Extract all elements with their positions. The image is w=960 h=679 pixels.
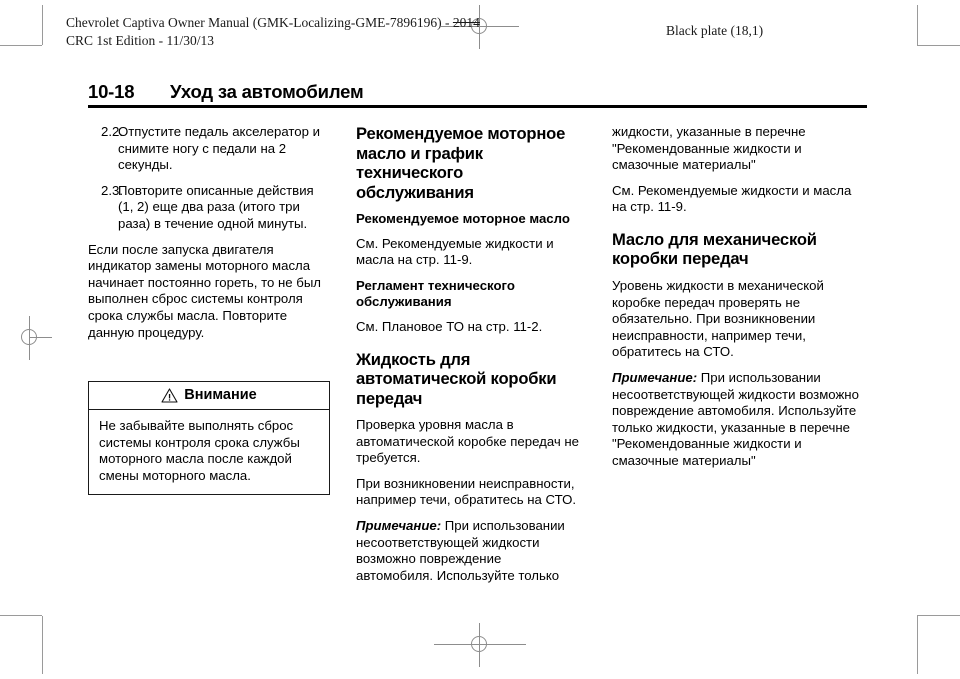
- running-header-line-1: [66, 14, 480, 32]
- title-rule: [88, 105, 867, 108]
- note-label: Примечание:: [612, 369, 698, 385]
- document-running-header: [66, 14, 480, 50]
- warning-body: Не забывайте выполнять сброс системы контроля срока службы моторного масла после каждой смены моторного масла.: [99, 418, 300, 483]
- crop-mark-top-right-horizontal: [917, 45, 960, 46]
- column-3-note: [612, 370, 864, 470]
- note-label: Примечание:: [356, 518, 442, 534]
- column-2: [356, 124, 582, 593]
- page-number: 10-18: [88, 81, 135, 102]
- column-3: [612, 124, 864, 479]
- page-title-text: Уход за автомобилем: [170, 81, 364, 102]
- column-2-paragraph-2: См. Плановое ТО на стр. 11-2.: [356, 318, 543, 334]
- column-2-paragraph-4: При возникновении неисправности, например течи, обратитесь на СТО.: [356, 475, 576, 508]
- column-3-paragraph-3: Уровень жидкости в механической коробке передач проверять не обязательно. При возникновении неисправности, например течи, обратитесь на СТО.: [612, 277, 824, 360]
- note-text: При использовании несоответствующей жидкости возможно повреждение автомобиля. Используйте только: [356, 518, 565, 583]
- crop-mark-bottom-right-vertical: [917, 616, 918, 674]
- column-1: [88, 124, 332, 350]
- warning-box-header: [89, 382, 329, 410]
- warning-triangle-icon: [161, 388, 178, 403]
- column-3-paragraph-1: жидкости, указанные в перечне "Рекомендованные жидкости и смазочные материалы": [612, 124, 806, 173]
- crop-mark-bottom-left-horizontal: [0, 615, 42, 616]
- column-3-paragraph-2: См. Рекомендуемые жидкости и масла на стр. 11-9.: [612, 182, 852, 215]
- section-subheading: Регламент технического обслуживания: [356, 277, 515, 310]
- step-text: Повторите описанные действия (1, 2) еще два раза (итого три раза) в течение одной минуты.: [118, 182, 314, 231]
- note-text: При использовании несоответствующей жидкости возможно повреждение автомобиля. Используйте только жидкости, указанные в перечне "Рекомендованные жидкости и смазочные материалы": [612, 369, 859, 468]
- running-header-line-2: CRC 1st Edition - 11/30/13: [66, 33, 215, 48]
- warning-box: [88, 381, 330, 495]
- column-2-paragraph-3: Проверка уровня масла в автоматической коробке передач не требуется.: [356, 417, 580, 466]
- step-list: [88, 124, 332, 233]
- section-heading: Рекомендуемое моторное масло и график технического обслуживания: [356, 124, 566, 202]
- section-subheading: Рекомендуемое моторное масло: [356, 211, 570, 226]
- registration-mark-bottom: [458, 623, 502, 667]
- registration-mark-left: [8, 316, 52, 360]
- black-plate-label: Black plate (18,1): [666, 23, 764, 38]
- crop-mark-top-left-horizontal: [0, 45, 42, 46]
- section-heading: Масло для механической коробки передач: [612, 229, 817, 269]
- step-number: 2.2.: [101, 124, 123, 139]
- list-item: [88, 124, 332, 174]
- running-header-year: 2014: [452, 15, 480, 30]
- crop-mark-top-left-vertical: [42, 5, 43, 45]
- column-2-note: [356, 518, 582, 584]
- running-header-title: Chevrolet Captiva Owner Manual (GMK-Localizing-GME-7896196) -: [66, 15, 453, 30]
- step-text: Отпустите педаль акселератор и снимите ногу с педали на 2 секунды.: [118, 124, 320, 173]
- column-1-paragraph: Если после запуска двигателя индикатор замены моторного масла начинает постоянно гореть, то не был выполнен сброс системы контроля срока службы масла. Повторите данную процедуру.: [88, 241, 322, 340]
- warning-title: Внимание: [184, 387, 257, 403]
- crop-mark-bottom-left-vertical: [42, 616, 43, 674]
- section-heading: Жидкость для автоматической коробки передач: [356, 349, 557, 408]
- step-number: 2.3.: [101, 182, 123, 198]
- page-title: [88, 81, 868, 103]
- list-item: [88, 183, 332, 233]
- crop-mark-top-right-vertical: [917, 5, 918, 45]
- crop-mark-bottom-right-horizontal: [917, 615, 960, 616]
- column-2-paragraph-1: См. Рекомендуемые жидкости и масла на стр. 11-9.: [356, 235, 554, 268]
